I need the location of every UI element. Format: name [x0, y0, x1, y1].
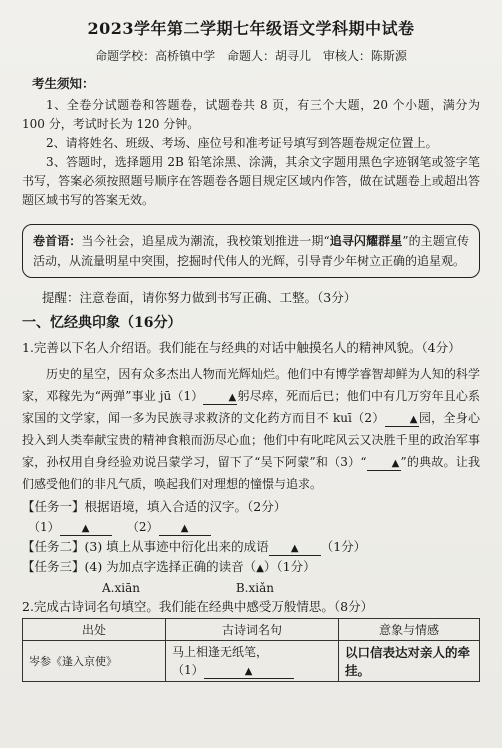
task-1-num-2: （2）: [126, 520, 159, 534]
header-emotion: 意象与情感: [339, 619, 480, 641]
question-1: 1.完善以下名人介绍语。我们能在与经典的对话中触摸名人的精神风貌。（4分）: [22, 340, 461, 355]
preface-highlight: 追寻闪耀群星: [329, 234, 403, 248]
notice-heading: 考生须知：: [32, 76, 95, 91]
question-2: 2.完成古诗词名句填空。我们能在经典中感受万般情思。（8分）: [22, 599, 374, 614]
exam-meta: [22, 47, 480, 64]
task-1-blank-2[interactable]: ▲: [159, 523, 211, 536]
table-row: [23, 641, 480, 682]
task-3-score: ）（1分）: [263, 559, 316, 574]
task-1-answers: [28, 517, 480, 537]
notice-item-1: 1、全卷分试题卷和答题卷，试题卷共 8 页，有三个大题，20 个小题，满分为 100 分，考试时长为 120 分钟。: [22, 98, 480, 131]
row-line-2: [172, 661, 332, 679]
row-lines: [166, 641, 339, 682]
preface-text-before: 当今社会，追星成为潮流，我校策划推进一期“: [81, 234, 330, 248]
section-heading: 一、忆经典印象（16分）: [22, 315, 182, 331]
header-line: 古诗词名句: [166, 619, 339, 641]
table-header-row: [23, 619, 480, 641]
task-3: [22, 557, 480, 579]
passage-blank-1[interactable]: ▲: [203, 392, 237, 405]
task-3-blank[interactable]: ▲: [256, 563, 264, 574]
preface-label: 卷首语：: [33, 234, 82, 248]
task-2-score: （1分）: [320, 539, 367, 554]
passage-part-3: 园，全身心投入到人类奉献宝贵的精神食粮而沥尽心血；他们中有叱咤风云又决胜千里的政治军事家，孙权用自身经验劝说吕蒙学习，留下了“吴下阿蒙”和（3）“: [22, 411, 480, 469]
notice-item-2: 2、请将姓名、班级、考场、座位号和准考证号填写到答题卷规定位置上。: [46, 136, 438, 150]
page-title: 2023学年第二学期七年级语文学科期中试卷: [87, 19, 415, 38]
school-label: 命题学校：高桥镇中学: [95, 49, 216, 63]
row-line-1: 马上相逢无纸笔，: [172, 645, 269, 659]
task-1-blank-1[interactable]: ▲: [60, 523, 112, 536]
task-3-text: 【任务三】(4) 为加点字选择正确的读音（: [22, 559, 257, 574]
reviewer-label: 审核人：陈斯源: [322, 49, 407, 63]
passage-part-4: ”的典故。让我们感受他们的非凡气质，唤起我们对理想的憧憬与追求。: [22, 455, 480, 491]
task-1-num-1: （1）: [28, 520, 60, 534]
choice-b[interactable]: B.xiǎn: [235, 581, 274, 595]
choice-a[interactable]: A.xiān: [102, 581, 140, 595]
passage-part-1: 历史的星空，因有众多杰出人物而光辉灿烂。他们中有博学睿智却鲜为人知的科学家，邓稼先为“两弹”事业 jū（1）: [22, 367, 480, 403]
passage-blank-3[interactable]: ▲: [367, 458, 401, 471]
task-3-choices: [102, 581, 480, 595]
passage-part-2: 躬尽瘁，死而后已；他们中有几万穷年且心系家国的文学家，闻一多为民族寻求救济的文化药方而目不 kuī（2）: [22, 389, 480, 425]
row-line-2-blank[interactable]: ▲: [204, 666, 294, 679]
poetry-table: [22, 618, 480, 682]
row-emotion: 以口信表达对亲人的牵挂。: [339, 641, 480, 682]
task-2-blank[interactable]: ▲: [269, 543, 321, 556]
row-line-2-num: （1）: [172, 663, 204, 677]
author-label: 命题人：胡寻儿: [226, 49, 311, 63]
passage-blank-2[interactable]: ▲: [385, 414, 419, 427]
task-1: 【任务一】根据语境，填入合适的汉字。（2分）: [22, 499, 287, 514]
preface-box: [22, 224, 480, 278]
row-source: 岑参《逢入京使》: [23, 641, 166, 682]
preface-text-after: ”的主题宣传活动，从流量明星中突围，挖掘时代伟人的光辉，引导青少年树立正确的追星观。: [33, 234, 469, 268]
task-2-text: 【任务二】(3) 填上从事迹中衍化出来的成语: [22, 539, 269, 554]
header-source: 出处: [23, 619, 166, 641]
notice-item-3: 3、答题时，选择题用 2B 铅笔涂黑、涂满，其余文字题用黑色字迹钢笔或签字笔书写，答案必须按照题号顺序在答题卷各题目规定区域内作答，做在试题卷上或超出答题区域书写的答案无效。: [22, 155, 480, 207]
task-2: [22, 537, 480, 557]
passage: [22, 363, 480, 495]
reminder: 提醒：注意卷面，请你努力做到书写正确、工整。（3分）: [42, 290, 357, 305]
